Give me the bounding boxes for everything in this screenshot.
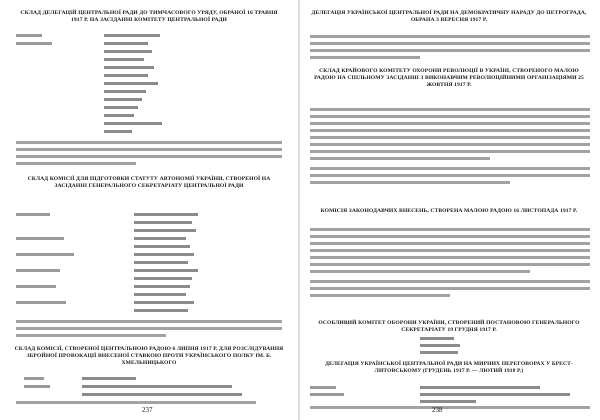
left-heading-2: СКЛАД КОМІСІЇ ДЛЯ ПІДГОТОВКИ СТАТУТУ АВТОНОМІЇ УКРАЇНИ, СТВОРЕНОЇ НА ЗАСІДАННІ ГЕНЕРАЛЬНОГО СЕКРЕТАРІАТУ ЦЕНТРАЛЬНОЇ РАДИ [27, 176, 271, 189]
right-page [300, 0, 600, 420]
right-heading-5: ДЕЛЕГАЦІЯ УКРАЇНСЬКОЇ ЦЕНТРАЛЬНОЇ РАДИ НА МИРНИХ ПЕРЕГОВОРАХ У БРЕСТ-ЛИТОВСЬКОМУ (ГРУДЕНЬ 1917 Р. — ЛЮТИЙ 1918 Р.) [325, 361, 573, 374]
left-heading-1: СКЛАД ДЕЛЕГАЦІЙ ЦЕНТРАЛЬНОЇ РАДИ ДО ТИМЧАСОВОГО УРЯДУ, ОБРАНОЇ 16 ТРАВНЯ 1917 Р. НА ЗАСІДАННІ КОМІТЕТУ ЦЕНТРАЛЬНОЇ РАДИ [20, 10, 278, 23]
right-heading-1: ДЕЛЕГАЦІЯ УКРАЇНСЬКОЇ ЦЕНТРАЛЬНОЇ РАДИ НА ДЕМОКРАТИЧНУ НАРАДУ ДО ПЕТРОГРАДА, ОБРАНА 3 ВЕРЕСНЯ 1917 Р. [311, 10, 587, 23]
right-heading-2: СКЛАД КРАЙОВОГО КОМІТЕТУ ОХОРОНИ РЕВОЛЮЦІЇ В УКРАЇНІ, СТВОРЕНОГО МАЛОЮ РАДОЮ НА СПІЛЬНОМУ ЗАСІДАННІ З ВИКОНАВЧИМ РЕВОЛЮЦІЙНИМИ ОРГАНІЗАЦІЯМИ 25 ЖОВТНЯ 1917 Р. [314, 68, 584, 88]
right-page-number: 238 [432, 406, 443, 414]
left-heading-3: СКЛАД КОМІСІЇ, СТВОРЕНОЇ ЦЕНТРАЛЬНОЮ РАДОЮ 6 ЛИПНЯ 1917 Р. ДЛЯ РОЗСЛІДУВАННЯ ЗБРОЙНОЇ ПРОВОКАЦІЇ ВНЕСЕНОЇ СТАВКОЮ ПРОТИ УКРАЇНСЬКОГО ПОЛКУ ІМ. Б. ХМЕЛЬНИЦЬКОГО [14, 346, 284, 366]
right-heading-3: КОМІСІЯ ЗАКОНОДАВЧИХ ВНЕСЕНЬ, СТВОРЕНА МАЛОЮ РАДОЮ 16 ЛИСТОПАДА 1917 Р. [320, 208, 578, 214]
right-heading-4: ОСОБЛИВИЙ КОМІТЕТ ОБОРОНИ УКРАЇНИ, СТВОРЕНИЙ ПОСТАНОВОЮ ГЕНЕРАЛЬНОГО СЕКРЕТАРІАТУ 19 ГРУДНЯ 1917 Р. [318, 320, 580, 333]
left-page [0, 0, 298, 420]
left-page-number: 237 [142, 406, 153, 414]
